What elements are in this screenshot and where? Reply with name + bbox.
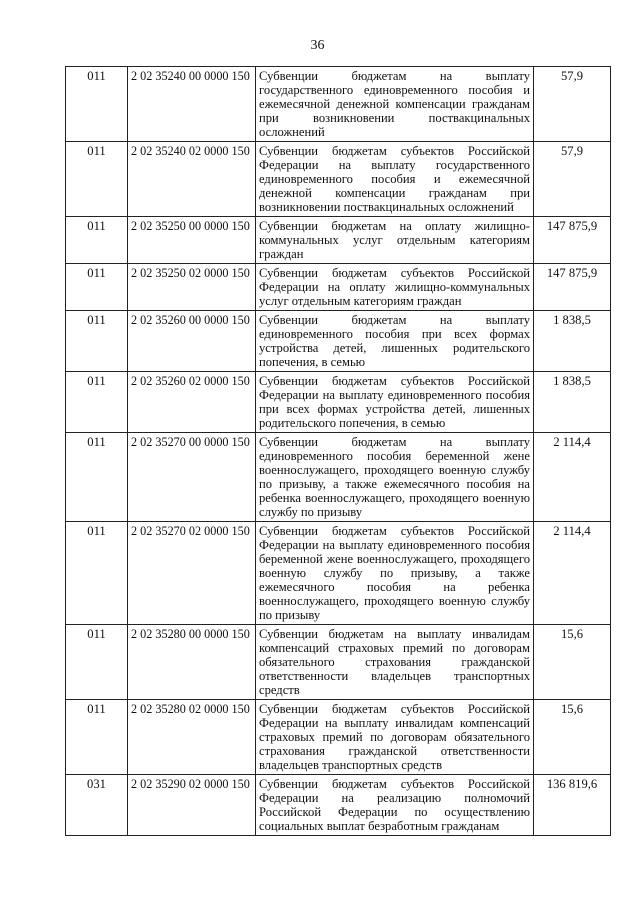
description-cell: Субвенции бюджетам субъектов Российской Федерации на выплату государственного единовременного пособия и ежемесячной денежной компенсации гражданам при возникновении поствакцинальных осложнений	[256, 142, 534, 217]
budget-code-cell: 2 02 35240 02 0000 150	[128, 142, 256, 217]
amount-cell: 147 875,9	[534, 264, 611, 311]
amount-cell: 1 838,5	[534, 372, 611, 433]
budget-code-cell: 2 02 35290 02 0000 150	[128, 775, 256, 836]
admin-code-cell: 011	[66, 217, 128, 264]
description-cell: Субвенции бюджетам на выплату инвалидам компенсаций страховых премий по договорам обязательного страхования гражданской ответственности владельцев транспортных средств	[256, 625, 534, 700]
amount-cell: 57,9	[534, 142, 611, 217]
admin-code-cell: 011	[66, 264, 128, 311]
amount-cell: 15,6	[534, 625, 611, 700]
budget-code-cell: 2 02 35270 00 0000 150	[128, 433, 256, 522]
amount-cell: 15,6	[534, 700, 611, 775]
description-cell: Субвенции бюджетам субъектов Российской Федерации на выплату единовременного пособия при всех формах устройства детей, лишенных родительского попечения, в семью	[256, 372, 534, 433]
amount-cell: 57,9	[534, 67, 611, 142]
table-row	[66, 311, 611, 372]
table-row	[66, 142, 611, 217]
admin-code-cell: 011	[66, 311, 128, 372]
budget-code-cell: 2 02 35280 02 0000 150	[128, 700, 256, 775]
budget-code-cell: 2 02 35260 00 0000 150	[128, 311, 256, 372]
description-cell: Субвенции бюджетам на выплату государственного единовременного пособия и ежемесячной денежной компенсации гражданам при возникновении поствакцинальных осложнений	[256, 67, 534, 142]
table-row	[66, 522, 611, 625]
description-cell: Субвенции бюджетам на выплату единовременного пособия беременной жене военнослужащего, проходящего военную службу по призыву, а также ежемесячного пособия на ребенка военнослужащего, проходящего военную службу по призыву	[256, 433, 534, 522]
admin-code-cell: 011	[66, 700, 128, 775]
table-row	[66, 625, 611, 700]
page-number: 36	[310, 38, 325, 53]
budget-code-cell: 2 02 35260 02 0000 150	[128, 372, 256, 433]
amount-cell: 2 114,4	[534, 433, 611, 522]
admin-code-cell: 011	[66, 625, 128, 700]
table-row	[66, 372, 611, 433]
table-row	[66, 217, 611, 264]
table-body	[66, 67, 611, 836]
admin-code-cell: 011	[66, 522, 128, 625]
admin-code-cell: 011	[66, 67, 128, 142]
description-cell: Субвенции бюджетам субъектов Российской Федерации на выплату единовременного пособия беременной жене военнослужащего, проходящего военную службу по призыву, а также ежемесячного пособия на ребенка военнослужащего, проходящего военную службу по призыву	[256, 522, 534, 625]
budget-code-cell: 2 02 35250 02 0000 150	[128, 264, 256, 311]
budget-code-cell: 2 02 35280 00 0000 150	[128, 625, 256, 700]
table-row	[66, 67, 611, 142]
table-row	[66, 700, 611, 775]
description-cell: Субвенции бюджетам субъектов Российской Федерации на выплату инвалидам компенсаций страховых премий по договорам обязательного страхования гражданской ответственности владельцев транспортных средств	[256, 700, 534, 775]
table-row	[66, 433, 611, 522]
table-row	[66, 264, 611, 311]
admin-code-cell: 011	[66, 433, 128, 522]
admin-code-cell: 031	[66, 775, 128, 836]
budget-table	[65, 66, 611, 836]
admin-code-cell: 011	[66, 142, 128, 217]
amount-cell: 2 114,4	[534, 522, 611, 625]
admin-code-cell: 011	[66, 372, 128, 433]
description-cell: Субвенции бюджетам на выплату единовременного пособия при всех формах устройства детей, лишенных родительского попечения, в семью	[256, 311, 534, 372]
budget-code-cell: 2 02 35240 00 0000 150	[128, 67, 256, 142]
budget-code-cell: 2 02 35250 00 0000 150	[128, 217, 256, 264]
amount-cell: 147 875,9	[534, 217, 611, 264]
description-cell: Субвенции бюджетам на оплату жилищно-коммунальных услуг отдельным категориям граждан	[256, 217, 534, 264]
budget-code-cell: 2 02 35270 02 0000 150	[128, 522, 256, 625]
amount-cell: 1 838,5	[534, 311, 611, 372]
description-cell: Субвенции бюджетам субъектов Российской Федерации на реализацию полномочий Российской Федерации по осуществлению социальных выплат безработным гражданам	[256, 775, 534, 836]
table-row	[66, 775, 611, 836]
amount-cell: 136 819,6	[534, 775, 611, 836]
description-cell: Субвенции бюджетам субъектов Российской Федерации на оплату жилищно-коммунальных услуг отдельным категориям граждан	[256, 264, 534, 311]
